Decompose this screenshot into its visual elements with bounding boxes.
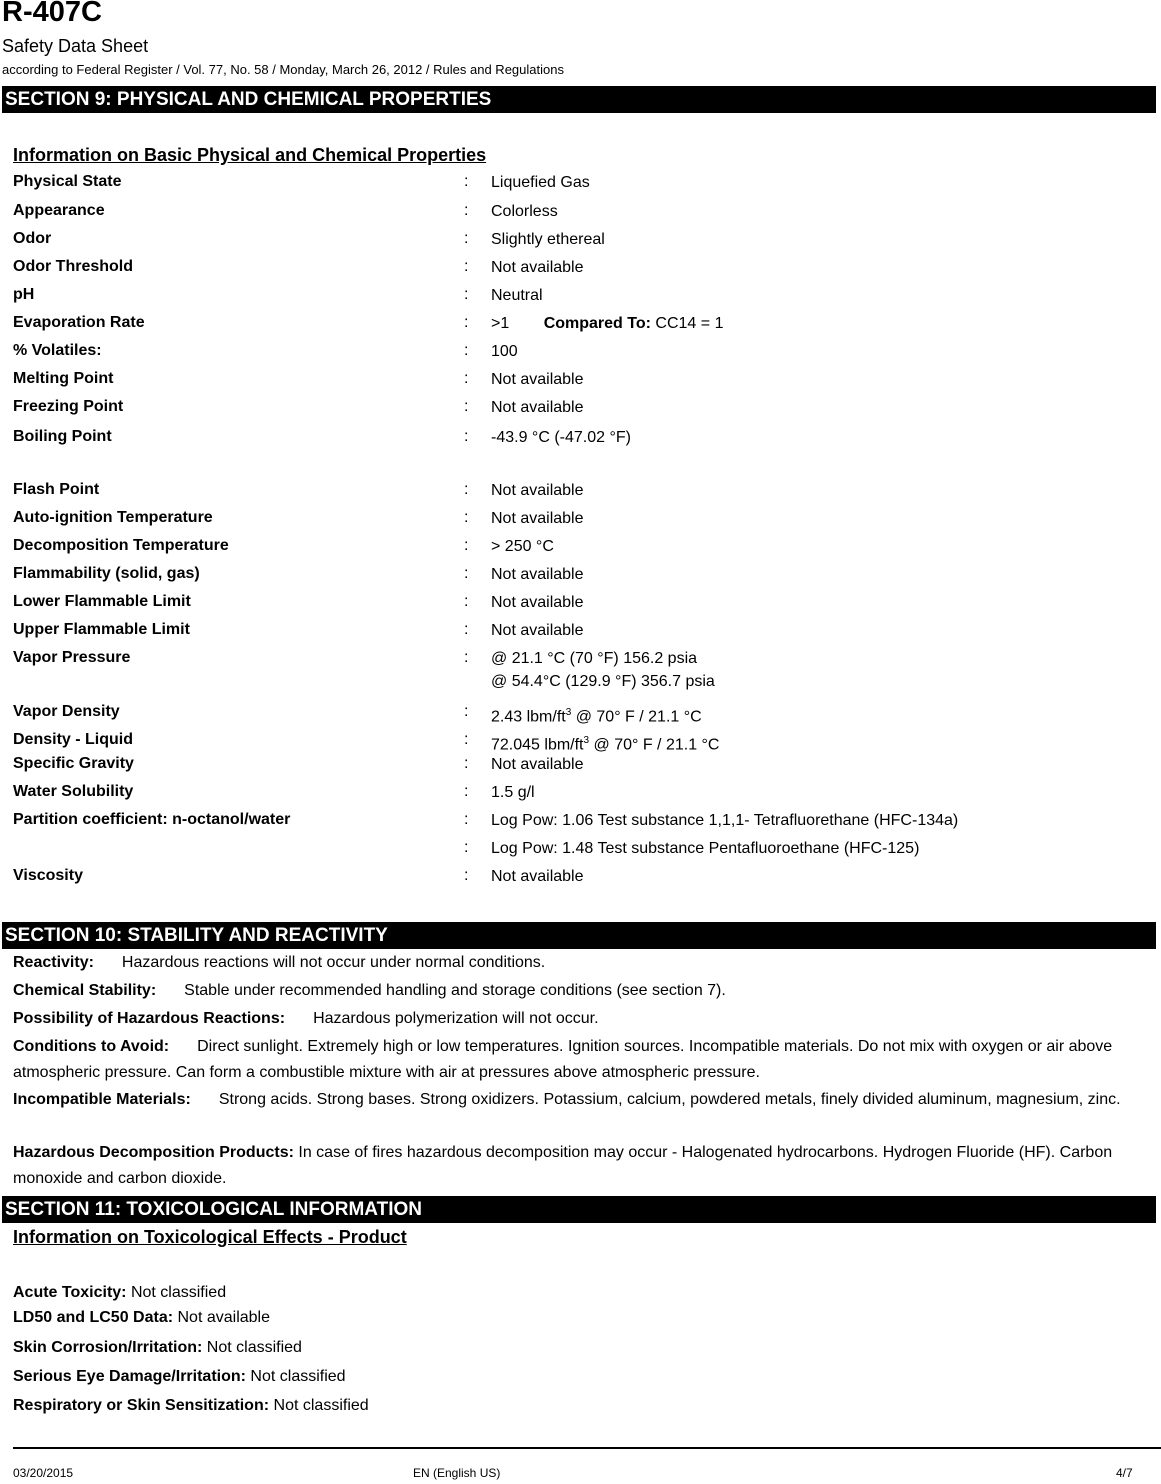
section-11-subheading: Information on Toxicological Effects - Product [13, 1227, 407, 1247]
entry-text: Hazardous reactions will not occur under normal conditions. [121, 954, 546, 971]
property-label: Specific Gravity [13, 755, 134, 772]
property-label: Freezing Point [13, 398, 124, 415]
skin-corrosion [13, 1339, 302, 1357]
property-colon: : [464, 783, 469, 800]
property-label: Upper Flammable Limit [13, 621, 190, 638]
regulation-reference: according to Federal Register / Vol. 77, No. 58 / Monday, March 26, 2012 / Rules and Regulations [2, 62, 564, 77]
property-colon: : [464, 342, 469, 359]
property-label: Evaporation Rate [13, 314, 145, 331]
tox-value: Not classified [130, 1284, 227, 1301]
tox-label: Serious Eye Damage/Irritation: [13, 1368, 246, 1385]
property-label: Flash Point [13, 481, 100, 498]
property-label: Vapor Pressure [13, 649, 131, 666]
tox-label: LD50 and LC50 Data: [13, 1309, 174, 1326]
property-colon: : [464, 621, 469, 638]
property-label: Partition coefficient: n-octanol/water [13, 811, 291, 828]
property-value: @ 21.1 °C (70 °F) 156.2 psia [491, 650, 698, 667]
property-label: Density - Liquid [13, 731, 133, 748]
section-10-title: SECTION 10: STABILITY AND REACTIVITY [2, 922, 1156, 949]
property-value: Not available [491, 622, 584, 639]
product-name: R-407C [2, 0, 102, 28]
density-liquid-condition: @ 70° F / 21.1 °C [589, 736, 720, 754]
property-value: Colorless [491, 203, 558, 220]
property-label: Melting Point [13, 370, 114, 387]
entry-text: Direct sunlight. Extremely high or low temperatures. Ignition sources. Incompatible materials. Do not mix with oxygen or air above atmospheric pressure. Can form a combustible mixture with air at pressures above atmospheric pressure. [13, 1038, 1113, 1081]
property-label: Flammability (solid, gas) [13, 565, 200, 582]
property-value [491, 701, 702, 728]
property-colon: : [464, 593, 469, 610]
property-colon: : [464, 370, 469, 387]
entry-label: Chemical Stability: [13, 982, 157, 999]
property-value: -43.9 °C (-47.02 °F) [491, 429, 631, 446]
tox-value: Not classified [273, 1397, 369, 1414]
decomposition-products-entry [13, 1140, 1153, 1192]
reactivity-entry [13, 950, 1153, 976]
tox-label: Respiratory or Skin Sensitization: [13, 1397, 270, 1414]
property-value: Not available [491, 510, 584, 527]
property-colon: : [464, 755, 469, 772]
tox-label: Skin Corrosion/Irritation: [13, 1339, 203, 1356]
property-value-line2: Log Pow: 1.48 Test substance Pentafluoroethane (HFC-125) [491, 840, 920, 857]
property-colon: : [464, 202, 469, 219]
property-value: Not available [491, 371, 584, 388]
eye-damage [13, 1368, 346, 1386]
property-colon: : [464, 481, 469, 498]
property-colon: : [464, 811, 469, 828]
section-9-subheading: Information on Basic Physical and Chemical Properties [13, 145, 487, 165]
compared-to-label: Compared To: [543, 315, 651, 332]
compared-to-value: CC14 = 1 [655, 315, 724, 332]
tox-value: Not available [177, 1309, 270, 1326]
chemical-stability-entry [13, 978, 1153, 1004]
property-label: Odor [13, 230, 52, 247]
entry-text: In case of fires hazardous decomposition may occur - Halogenated hydrocarbons. Hydrogen Fluoride (HF). Carbon monoxide and carbon dioxide. [13, 1144, 1113, 1187]
property-label: % Volatiles: [13, 342, 102, 359]
entry-text: Strong acids. Strong bases. Strong oxidizers. Potassium, calcium, powdered metals, finely divided aluminum, magnesium, zinc. [218, 1091, 1121, 1108]
property-colon: : [464, 230, 469, 247]
hazardous-reactions-entry [13, 1006, 1153, 1032]
property-label: Auto-ignition Temperature [13, 509, 213, 526]
property-label: Appearance [13, 202, 105, 219]
property-colon: : [464, 565, 469, 582]
property-colon: : [464, 258, 469, 275]
property-value: Log Pow: 1.06 Test substance 1,1,1- Tetrafluorethane (HFC-134a) [491, 812, 959, 829]
vapor-density-value: 2.43 lbm/ft [491, 708, 566, 726]
tox-value: Not classified [250, 1368, 346, 1385]
property-value: Not available [491, 594, 584, 611]
acute-toxicity [13, 1284, 226, 1302]
property-label: Viscosity [13, 867, 83, 884]
property-colon: : [464, 649, 469, 666]
footer-divider [13, 1447, 1161, 1449]
property-label: Boiling Point [13, 428, 112, 445]
property-value [491, 312, 723, 335]
property-value: Not available [491, 482, 584, 499]
footer-page-number: 4/7 [1116, 1466, 1133, 1480]
conditions-to-avoid-entry [13, 1034, 1153, 1086]
property-label: Odor Threshold [13, 258, 133, 275]
evaporation-rate-value: >1 [491, 315, 510, 332]
property-colon: : [464, 537, 469, 554]
entry-label: Conditions to Avoid: [13, 1038, 170, 1055]
property-value: Not available [491, 259, 584, 276]
entry-label: Possibility of Hazardous Reactions: [13, 1010, 286, 1027]
property-value: Slightly ethereal [491, 231, 605, 248]
property-value: 1.5 g/l [491, 784, 535, 801]
property-label: pH [13, 286, 35, 303]
entry-text: Hazardous polymerization will not occur. [313, 1010, 599, 1027]
property-colon: : [464, 731, 469, 748]
density-liquid-value: 72.045 lbm/ft [491, 736, 584, 754]
tox-value: Not classified [206, 1339, 302, 1356]
property-colon: : [464, 509, 469, 526]
vapor-density-condition: @ 70° F / 21.1 °C [571, 708, 702, 726]
entry-text: Stable under recommended handling and storage conditions (see section 7). [184, 982, 726, 999]
sensitization [13, 1397, 369, 1415]
property-colon: : [464, 398, 469, 415]
property-value: Not available [491, 868, 584, 885]
property-label: Decomposition Temperature [13, 537, 229, 554]
property-colon: : [464, 867, 469, 884]
property-label: Lower Flammable Limit [13, 593, 191, 610]
property-colon: : [464, 839, 469, 856]
property-colon: : [464, 703, 469, 720]
property-value-line2: @ 54.4°C (129.9 °F) 356.7 psia [491, 673, 715, 690]
entry-label: Incompatible Materials: [13, 1091, 191, 1108]
property-colon: : [464, 428, 469, 445]
section-11-title: SECTION 11: TOXICOLOGICAL INFORMATION [2, 1196, 1156, 1223]
property-label: Water Solubility [13, 783, 134, 800]
property-value: 100 [491, 343, 518, 360]
footer-language: EN (English US) [413, 1466, 501, 1480]
property-value: Liquefied Gas [491, 174, 590, 191]
property-value: Neutral [491, 287, 543, 304]
entry-label: Reactivity: [13, 954, 94, 971]
footer-date: 03/20/2015 [13, 1466, 74, 1480]
document-type: Safety Data Sheet [2, 36, 149, 56]
superscript: 3 [583, 735, 590, 746]
property-colon: : [464, 314, 469, 331]
property-colon: : [464, 286, 469, 303]
ld50-lc50-data [13, 1309, 270, 1327]
property-label: Physical State [13, 173, 122, 190]
property-label: Vapor Density [13, 703, 120, 720]
property-value: Not available [491, 756, 584, 773]
section-9-title: SECTION 9: PHYSICAL AND CHEMICAL PROPERTIES [2, 86, 1156, 113]
incompatible-materials-entry [13, 1087, 1153, 1113]
tox-label: Acute Toxicity: [13, 1284, 127, 1301]
property-value: Not available [491, 399, 584, 416]
property-colon: : [464, 173, 469, 190]
entry-label: Hazardous Decomposition Products: [13, 1144, 294, 1161]
property-value: > 250 °C [491, 538, 554, 555]
superscript: 3 [565, 707, 572, 718]
property-value: Not available [491, 566, 584, 583]
